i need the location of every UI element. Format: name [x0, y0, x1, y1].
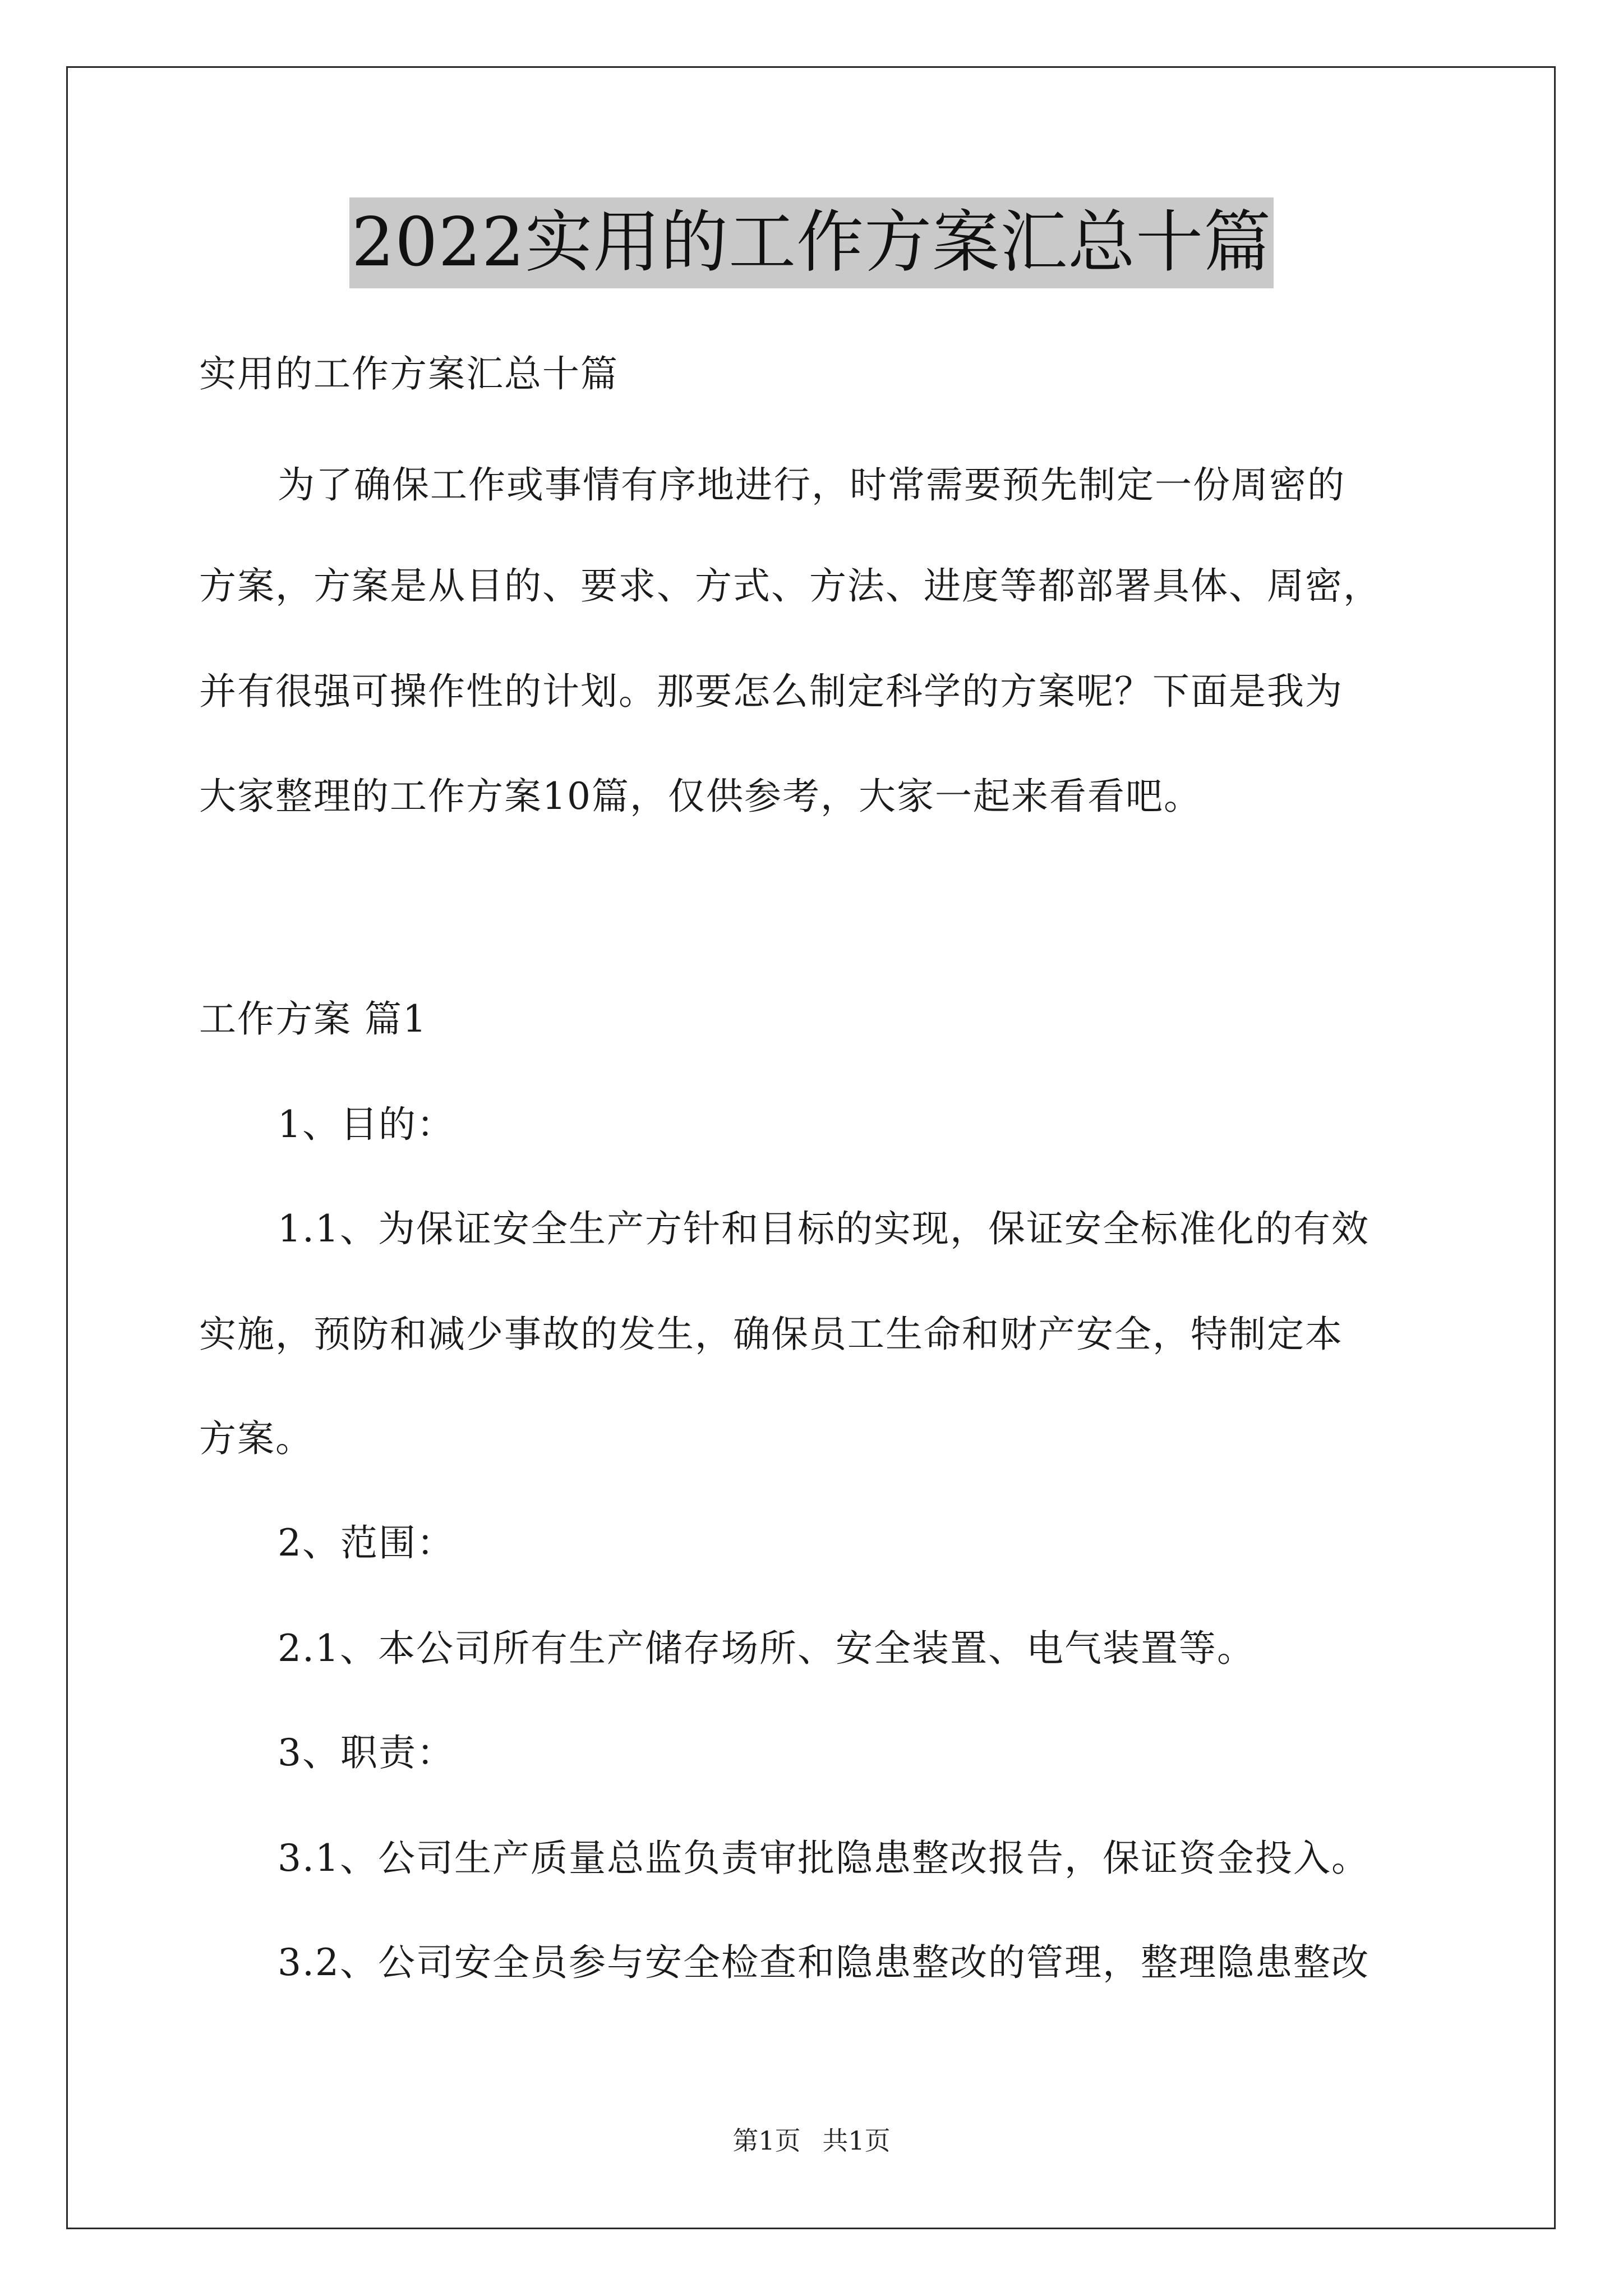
page-footer: [0, 2120, 1623, 2157]
section-heading: 工作方案 篇1: [199, 997, 427, 1041]
body-line-9: 3.2、公司安全员参与安全检查和隐患整改的管理，整理隐患整改: [278, 1941, 1370, 1984]
intro-line-4: 大家整理的工作方案10篇，仅供参考，大家一起来看看吧。: [199, 775, 1202, 818]
body-line-3: 实施，预防和减少事故的发生，确保员工生命和财产安全，特制定本: [199, 1313, 1343, 1356]
body-line-4: 方案。: [199, 1417, 313, 1460]
intro-line-3: 并有很强可操作性的计划。那要怎么制定科学的方案呢？下面是我为: [199, 670, 1343, 713]
body-line-1: 1、目的：: [278, 1103, 455, 1146]
intro-line-1: 为了确保工作或事情有序地进行，时常需要预先制定一份周密的: [278, 463, 1345, 507]
body-line-8: 3.1、公司生产质量总监负责审批隐患整改报告，保证资金投入。: [278, 1837, 1370, 1880]
page-number-current: 第1页: [732, 2125, 801, 2156]
body-line-5: 2、范围：: [278, 1521, 455, 1565]
body-line-6: 2.1、本公司所有生产储存场所、安全装置、电气装置等。: [278, 1627, 1255, 1670]
title-wrap: [0, 197, 1623, 288]
document-title: 2022实用的工作方案汇总十篇: [349, 197, 1274, 288]
document-subtitle: 实用的工作方案汇总十篇: [199, 352, 619, 395]
body-line-7: 3、职责：: [278, 1731, 455, 1774]
intro-line-2: 方案，方案是从目的、要求、方式、方法、进度等都部署具体、周密，: [199, 564, 1381, 608]
page-number-total: 共1页: [822, 2125, 891, 2156]
body-line-2: 1.1、为保证安全生产方针和目标的实现，保证安全标准化的有效: [278, 1207, 1370, 1250]
